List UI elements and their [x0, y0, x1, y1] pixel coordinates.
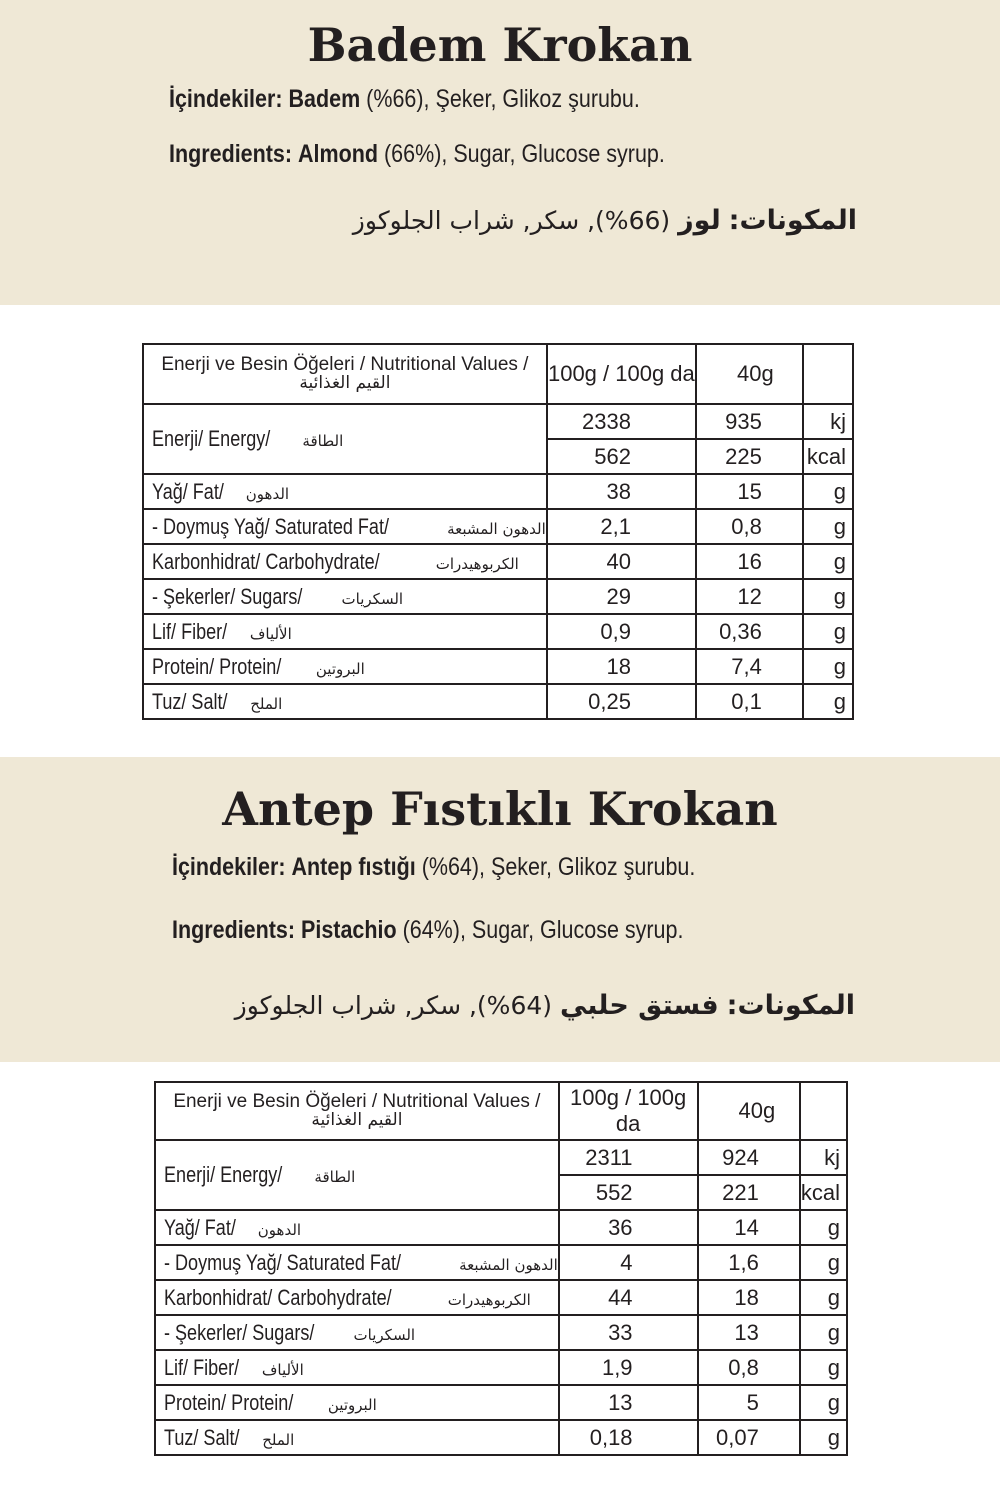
col-header-100g: 100g / 100g da: [559, 1082, 698, 1140]
energy-kj-40g: 935: [696, 404, 803, 439]
nutrient-label: Lif/ Fiber/ الألياف: [155, 1350, 559, 1385]
ingredients-en-label: Ingredients:: [172, 916, 296, 944]
nutrient-unit: g: [803, 614, 853, 649]
nutrient-value-40g: 1,6: [698, 1245, 800, 1280]
nutrient-value-40g: 5: [698, 1385, 800, 1420]
ingredients-ar-main: لوز: [678, 205, 721, 236]
ingredients-tr-main: Antep fıstığı: [291, 853, 416, 881]
nutrient-row: [155, 1385, 847, 1420]
nutrient-row: [143, 614, 853, 649]
nutrient-value-40g: 0,8: [698, 1350, 800, 1385]
nutrient-row: [143, 509, 853, 544]
nutrient-row: [155, 1245, 847, 1280]
product-1-nutrition-table: [142, 343, 854, 720]
nutrient-value-40g: 13: [698, 1315, 800, 1350]
nutrition-header-label: Enerji ve Besin Öğeleri / Nutritional Values / القيم الغذائية: [143, 344, 547, 404]
nutrient-value-40g: 0,1: [696, 684, 803, 719]
nutrient-value-40g: 0,8: [696, 509, 803, 544]
nutrient-unit: g: [800, 1210, 847, 1245]
product-1-ingredients-ar: [353, 205, 857, 236]
nutrient-value-100g: 0,9: [547, 614, 696, 649]
product-2-ingredients-tr: [172, 853, 695, 882]
nutrient-value-100g: 0,18: [559, 1420, 698, 1455]
product-1-ingredients-tr: [169, 85, 640, 114]
energy-kj-40g: 924: [698, 1140, 800, 1175]
nutrient-label: Lif/ Fiber/ الألياف: [143, 614, 547, 649]
product-2-ingredients-en: [172, 916, 683, 945]
ingredients-tr-label: İçindekiler:: [172, 853, 286, 881]
ingredients-ar-rest: (66%), سكر, شراب الجلوكوز: [352, 206, 671, 235]
nutrient-label: Karbonhidrat/ Carbohydrate/ الكربوهيدرات: [155, 1280, 559, 1315]
col-header-40g: 40g: [696, 344, 803, 404]
product-1-ingredients-en: [169, 140, 665, 169]
nutrient-label: Tuz/ Salt/ الملح: [143, 684, 547, 719]
nutrient-row: [155, 1420, 847, 1455]
ingredients-en-main: Pistachio: [301, 916, 397, 944]
nutrient-value-100g: 1,9: [559, 1350, 698, 1385]
ingredients-ar-main: فستق حلبي: [559, 990, 719, 1021]
nutrient-row: [155, 1350, 847, 1385]
nutrient-row: [143, 474, 853, 509]
nutrient-row: [143, 684, 853, 719]
nutrient-value-40g: 7,4: [696, 649, 803, 684]
nutrient-label: Protein/ Protein/ البروتين: [143, 649, 547, 684]
nutrient-unit: g: [803, 579, 853, 614]
energy-kcal-100g: 552: [559, 1175, 698, 1210]
nutrient-row: [143, 544, 853, 579]
energy-kj-unit: kj: [803, 404, 853, 439]
ingredients-tr-main: Badem: [288, 85, 361, 113]
nutrient-label: Protein/ Protein/ البروتين: [155, 1385, 559, 1420]
ingredients-tr-rest: (%64), Şeker, Glikoz şurubu.: [421, 853, 696, 881]
nutrient-value-100g: 36: [559, 1210, 698, 1245]
nutrient-unit: g: [800, 1350, 847, 1385]
energy-kj-100g: 2338: [547, 404, 696, 439]
col-header-unit: [803, 344, 853, 404]
nutrient-value-100g: 4: [559, 1245, 698, 1280]
col-header-unit: [800, 1082, 847, 1140]
nutrient-value-100g: 0,25: [547, 684, 696, 719]
nutrient-value-40g: 14: [698, 1210, 800, 1245]
nutrient-unit: g: [800, 1385, 847, 1420]
nutrient-label: Tuz/ Salt/ الملح: [155, 1420, 559, 1455]
nutrient-unit: g: [803, 474, 853, 509]
nutrient-value-40g: 15: [696, 474, 803, 509]
ingredients-en-label: Ingredients:: [169, 140, 293, 168]
energy-label: Enerji/ Energy/ الطاقة: [143, 404, 547, 474]
energy-kcal-unit: kcal: [800, 1175, 847, 1210]
nutrient-row: [143, 579, 853, 614]
product-1-title: Badem Krokan: [307, 18, 693, 72]
ingredients-ar-label: المكونات:: [728, 205, 857, 236]
nutrient-row: [155, 1280, 847, 1315]
product-2-ingredients-ar: [235, 990, 855, 1021]
nutrient-row: [155, 1210, 847, 1245]
ingredients-en-rest: (64%), Sugar, Glucose syrup.: [402, 916, 684, 944]
ingredients-en-main: Almond: [298, 140, 379, 168]
nutrient-unit: g: [800, 1315, 847, 1350]
product-2-nutrition-table: [154, 1081, 848, 1456]
nutrient-value-100g: 33: [559, 1315, 698, 1350]
nutrient-value-100g: 44: [559, 1280, 698, 1315]
energy-kcal-unit: kcal: [803, 439, 853, 474]
ingredients-tr-rest: (%66), Şeker, Glikoz şurubu.: [366, 85, 640, 113]
energy-kj-unit: kj: [800, 1140, 847, 1175]
nutrient-label: - Doymuş Yağ/ Saturated Fat/ الدهون المشبعة: [155, 1245, 559, 1280]
nutrient-value-100g: 18: [547, 649, 696, 684]
nutrient-label: - Şekerler/ Sugars/ السكريات: [155, 1315, 559, 1350]
nutrient-unit: g: [800, 1245, 847, 1280]
nutrition-header-label: Enerji ve Besin Öğeleri / Nutritional Values / القيم الغذائية: [155, 1082, 559, 1140]
nutrient-value-100g: 40: [547, 544, 696, 579]
nutrient-value-100g: 29: [547, 579, 696, 614]
nutrient-value-40g: 12: [696, 579, 803, 614]
nutrient-value-100g: 38: [547, 474, 696, 509]
nutrient-label: Yağ/ Fat/ الدهون: [143, 474, 547, 509]
col-header-40g: 40g: [698, 1082, 800, 1140]
nutrient-unit: g: [803, 509, 853, 544]
ingredients-ar-rest: (64%), سكر, شراب الجلوكوز: [234, 991, 553, 1020]
col-header-100g: 100g / 100g da: [547, 344, 696, 404]
nutrient-label: - Şekerler/ Sugars/ السكريات: [143, 579, 547, 614]
nutrient-label: - Doymuş Yağ/ Saturated Fat/ الدهون المشبعة: [143, 509, 547, 544]
nutrient-row: [155, 1315, 847, 1350]
nutrient-value-100g: 13: [559, 1385, 698, 1420]
nutrient-unit: g: [800, 1280, 847, 1315]
energy-kj-100g: 2311: [559, 1140, 698, 1175]
nutrient-unit: g: [803, 684, 853, 719]
nutrient-unit: g: [800, 1420, 847, 1455]
nutrient-value-40g: 0,07: [698, 1420, 800, 1455]
ingredients-tr-label: İçindekiler:: [169, 85, 283, 113]
nutrient-row: [143, 649, 853, 684]
ingredients-en-rest: (66%), Sugar, Glucose syrup.: [384, 140, 665, 168]
nutrient-unit: g: [803, 544, 853, 579]
energy-kcal-40g: 221: [698, 1175, 800, 1210]
product-2-title: Antep Fıstıklı Krokan: [222, 782, 778, 836]
energy-kcal-40g: 225: [696, 439, 803, 474]
nutrient-value-40g: 16: [696, 544, 803, 579]
energy-kcal-100g: 562: [547, 439, 696, 474]
nutrient-label: Yağ/ Fat/ الدهون: [155, 1210, 559, 1245]
nutrient-value-40g: 0,36: [696, 614, 803, 649]
ingredients-ar-label: المكونات:: [726, 990, 855, 1021]
nutrient-unit: g: [803, 649, 853, 684]
nutrient-value-40g: 18: [698, 1280, 800, 1315]
energy-label: Enerji/ Energy/ الطاقة: [155, 1140, 559, 1210]
nutrient-label: Karbonhidrat/ Carbohydrate/ الكربوهيدرات: [143, 544, 547, 579]
nutrient-value-100g: 2,1: [547, 509, 696, 544]
